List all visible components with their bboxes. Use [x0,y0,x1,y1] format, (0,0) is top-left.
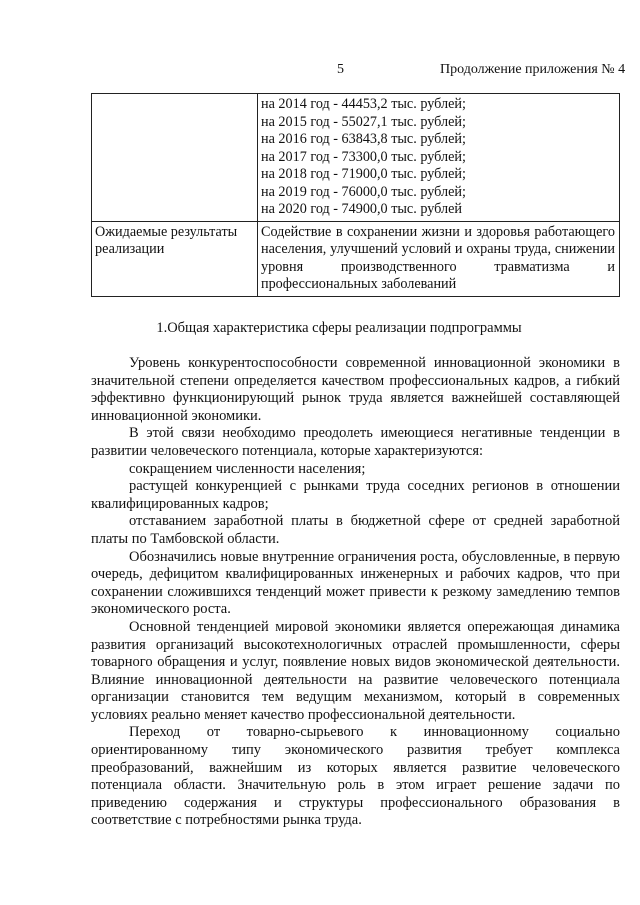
section-heading: 1.Общая характеристика сферы реализации подпрограммы [156,320,522,336]
paragraph: Переход от товарно-сырьевого к инновационному социально ориентированному типу экономического развития требует комплекса преобразований, важнейшим из которых является развитие человеческого потенциала области. Значительную роль в этом играет решение задачи по приведению содержания и структуры профессионального образования в соответствие с потребностями рынка труда. [91,724,620,829]
funding-line-2016: на 2016 год - 63843,8 тыс. рублей; [261,131,466,147]
section-body [91,355,620,830]
list-item: отставанием заработной платы в бюджетной сфере от средней заработной платы по Тамбовской области. [91,513,620,547]
page-number: 5 [337,62,344,77]
paragraph: В этой связи необходимо преодолеть имеющиеся негативные тенденции в развитии человеческого потенциала, которые характеризуются: [91,425,620,459]
funding-line-2019: на 2019 год - 76000,0 тыс. рублей; [261,183,466,200]
funding-values-cell [258,94,620,222]
list-item: растущей конкуренцией с рынками труда соседних регионов в отношении квалифицированных кадров; [91,478,620,512]
funding-line-2015: на 2015 год - 55027,1 тыс. рублей; [261,113,466,130]
funding-line-2014: на 2014 год - 44453,2 тыс. рублей; [261,96,466,112]
paragraph: Основной тенденцией мировой экономики является опережающая динамика развития организаций высокотехнологичных отраслей промышленности, сферы товарного обращения и услуг, появление новых видов экономической деятельности. Влияние инновационной деятельности на развитие человеческого потенциала организации становится тем ведущим механизмом, который в современных условиях реально меняет качество профессиональной деятельности. [91,618,620,723]
program-passport-table [91,93,620,297]
funding-row [92,94,620,222]
expected-results-label: Ожидаемые результаты реализации [92,221,258,296]
expected-results-text: Содействие в сохранении жизни и здоровья работающего населения, улучшений условий и охраны труда, снижении уровня производственного травматизма и профессиональных заболеваний [258,221,620,296]
funding-line-2018: на 2018 год - 71900,0 тыс. рублей; [261,166,466,182]
funding-label-cell [92,94,258,222]
page-header [0,62,640,82]
paragraph: Обозначились новые внутренние ограничения роста, обусловленные, в первую очередь, дефицитом квалифицированных инженерных и рабочих кадров, что при сохранении сложившихся тенденций может привести к резкому замедлению темпов экономического роста. [91,548,620,618]
funding-line-2020: на 2020 год - 74900,0 тыс. рублей [261,201,462,217]
expected-results-row [92,221,620,296]
funding-line-2017: на 2017 год - 73300,0 тыс. рублей; [261,148,466,165]
list-item: сокращением численности населения; [129,460,366,477]
appendix-continuation-label: Продолжение приложения № 4 [440,62,626,77]
paragraph: Уровень конкурентоспособности современной инновационной экономики в значительной степени определяется качеством профессиональных кадров, а гибкий эффективно функционирующий рынок труда является важнейшей составляющей инновационной экономики. [91,355,620,424]
